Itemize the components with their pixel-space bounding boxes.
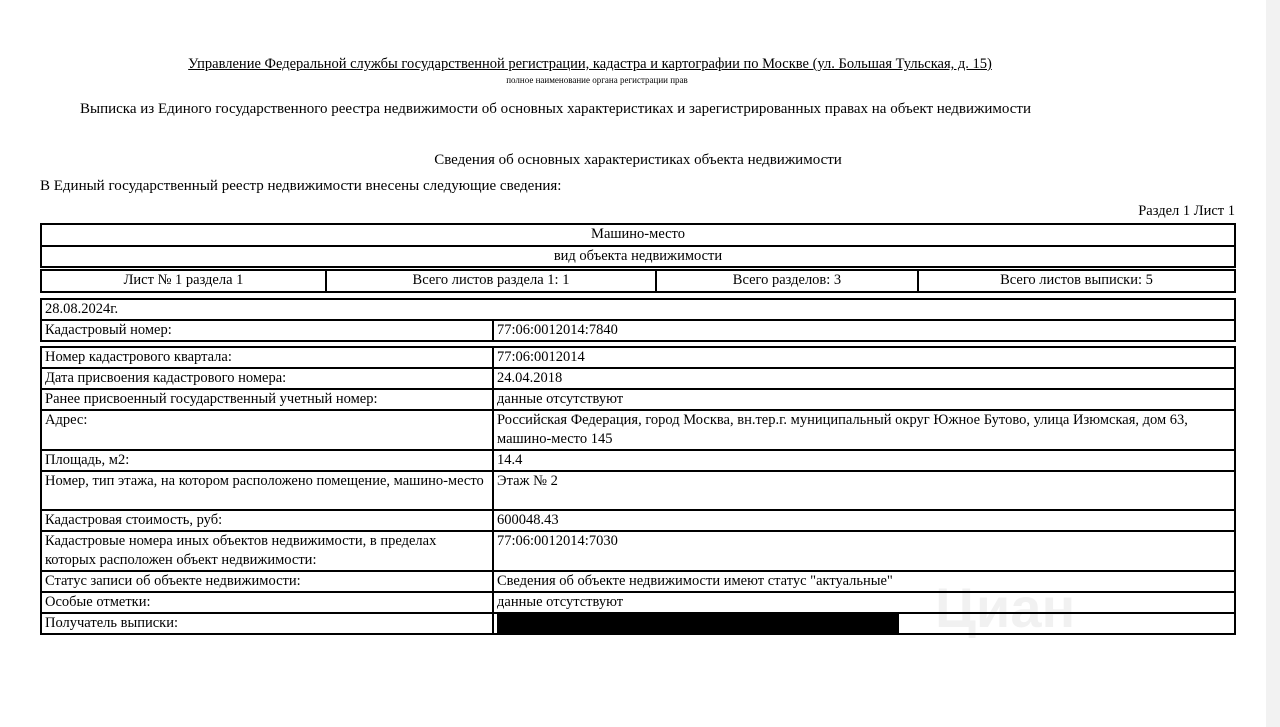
table-row — [41, 368, 1235, 389]
sheet-info-table — [40, 269, 1236, 293]
row-label: Номер, тип этажа, на котором расположено помещение, машино-место — [41, 471, 493, 510]
sections-total: Всего разделов: 3 — [656, 270, 918, 292]
row-label: Дата присвоения кадастрового номера: — [41, 368, 493, 389]
registration-authority: Управление Федеральной службы государственной регистрации, кадастра и картографии по Москве (ул. Большая Тульская, д. 15) — [188, 56, 992, 72]
row-label: Получатель выписки: — [41, 613, 493, 634]
row-label: Номер кадастрового квартала: — [41, 347, 493, 368]
table-row — [41, 531, 1235, 571]
row-label: Площадь, м2: — [41, 450, 493, 471]
table-row — [41, 410, 1235, 450]
object-type: Машино-место — [41, 224, 1235, 246]
section-reference: Раздел 1 Лист 1 — [1138, 203, 1235, 219]
cadastral-number-label: Кадастровый номер: — [41, 320, 493, 341]
table-row — [41, 389, 1235, 410]
table-row — [41, 347, 1235, 368]
sheet-number: Лист № 1 раздела 1 — [41, 270, 326, 292]
document-subtitle: Сведения об основных характеристиках объекта недвижимости — [434, 152, 842, 168]
row-value: данные отсутствуют — [493, 592, 1235, 613]
row-label: Адрес: — [41, 410, 493, 450]
row-value: 24.04.2018 — [493, 368, 1235, 389]
row-label: Кадастровая стоимость, руб: — [41, 510, 493, 531]
table-row — [41, 450, 1235, 471]
table-row — [41, 510, 1235, 531]
row-value — [493, 613, 1235, 634]
table-row — [41, 471, 1235, 510]
authority-caption: полное наименование органа регистрации прав — [506, 75, 688, 85]
intro-text: В Единый государственный реестр недвижимости внесены следующие сведения: — [40, 178, 562, 194]
page-edge — [1266, 0, 1280, 727]
row-value: 14.4 — [493, 450, 1235, 471]
row-value: 77:06:0012014 — [493, 347, 1235, 368]
section-sheets-total: Всего листов раздела 1: 1 — [326, 270, 656, 292]
row-label: Особые отметки: — [41, 592, 493, 613]
extract-sheets-total: Всего листов выписки: 5 — [918, 270, 1235, 292]
row-value: Российская Федерация, город Москва, вн.тер.г. муниципальный округ Южное Бутово, улица Изюмская, дом 63, машино-место 145 — [493, 410, 1235, 450]
row-value: 77:06:0012014:7030 — [493, 531, 1235, 571]
document-title: Выписка из Единого государственного реестра недвижимости об основных характеристиках и зарегистрированных правах на объект недвижимости — [80, 101, 1032, 117]
cadastral-number-value: 77:06:0012014:7840 — [493, 320, 1235, 341]
row-label: Статус записи об объекте недвижимости: — [41, 571, 493, 592]
row-value: данные отсутствуют — [493, 389, 1235, 410]
watermark-logo: Циан — [935, 576, 1076, 639]
object-type-caption: вид объекта недвижимости — [41, 246, 1235, 267]
row-value: 600048.43 — [493, 510, 1235, 531]
date-cadastral-table — [40, 298, 1236, 342]
row-label: Ранее присвоенный государственный учетный номер: — [41, 389, 493, 410]
extract-date: 28.08.2024г. — [41, 299, 1235, 320]
row-value: Этаж № 2 — [493, 471, 1235, 510]
row-value: Сведения об объекте недвижимости имеют статус "актуальные" — [493, 571, 1235, 592]
redacted-recipient — [497, 614, 899, 633]
object-type-table — [40, 223, 1236, 268]
row-label: Кадастровые номера иных объектов недвижимости, в пределах которых расположен объект недвижимости: — [41, 531, 493, 571]
